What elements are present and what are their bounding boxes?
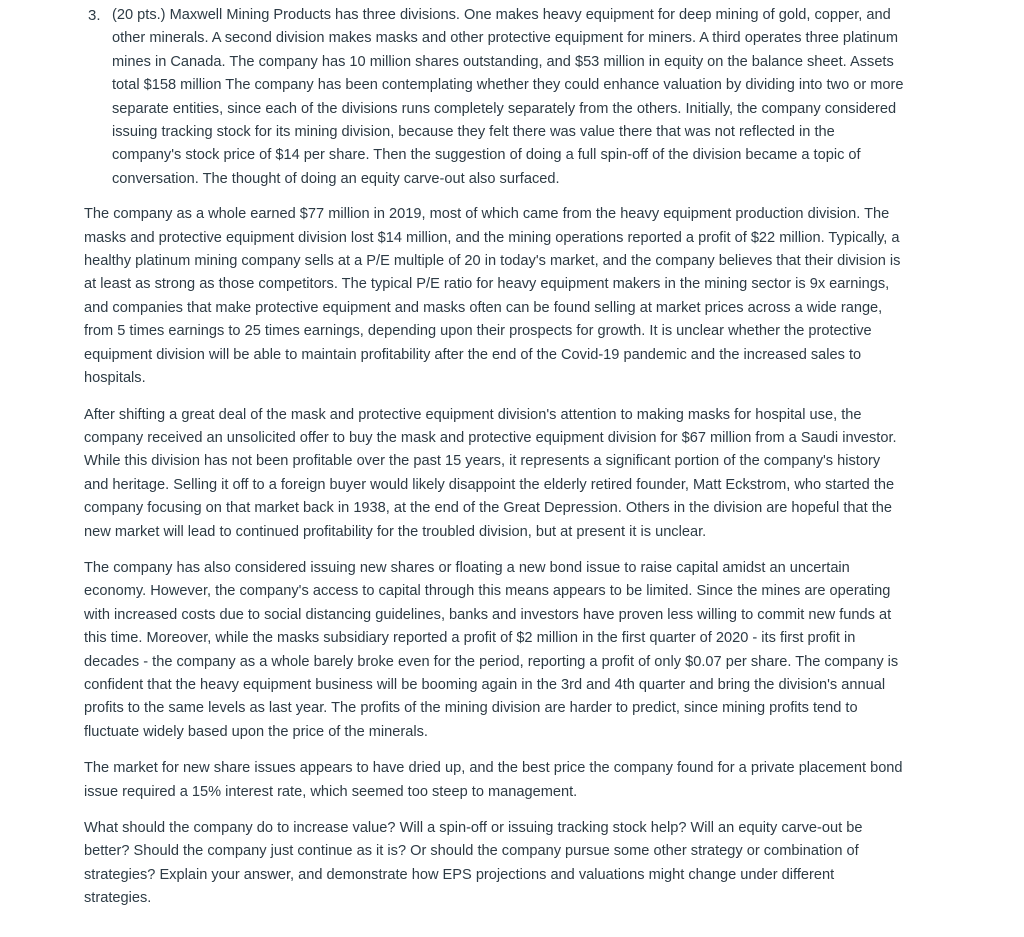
paragraph-offer: After shifting a great deal of the mask and protective equipment division's attention to making masks for hospital use, the company received an unsolicited offer to buy the mask and protective equipment division for $67 million from a Saudi investor. While this division has not been profitable over the past 15 years, it represents a significant portion of the company's history and heritage. Selling it off to a foreign buyer would likely disappoint the elderly retired founder, Matt Eckstrom, who started the company focusing on that market back in 1938, at the end of the Great Depression. Others in the division are hopeful that the new market will lead to continued profitability for the troubled division, but at present it is unclear. — [84, 406, 897, 540]
paragraph-earnings: The company as a whole earned $77 million in 2019, most of which came from the heavy equipment production division. The masks and protective equipment division lost $14 million, and the mining operations reported a profit of $22 million. Typically, a healthy platinum mining company sells at a P/E multiple of 20 in today's market, and the company believes that their division is at least as strong as those competitors. The typical P/E ratio for heavy equipment makers in the mining sector is 9x earnings, and companies that make protective equipment and masks often can be found selling at market prices across a wide range, from 5 times earnings to 25 times earnings, depending upon their prospects for growth. It is unclear whether the protective equipment division will be able to maintain profitability after the end of the Covid-19 pandemic and the increased sales to hospitals. — [84, 206, 901, 387]
paragraph-market: The market for new share issues appears to have dried up, and the best price the company found for a private placement bond issue required a 15% interest rate, which seemed too steep to management. — [84, 760, 903, 800]
paragraph-capital: The company has also considered issuing new shares or floating a new bond issue to raise capital amidst an uncertain economy. However, the company's access to capital through this means appears to be limited. Since the mines are operating with increased costs due to social distancing guidelines, banks and investors have proven less willing to commit new funds at this time. Moreover, while the masks subsidiary reported a profit of $2 million in the first quarter of 2020 - its first profit in decades - the company as a whole barely broke even for the period, reporting a profit of only $0.07 per share. The company is confident that the heavy equipment business will be booming again in the 3rd and 4th quarter and bring the division's annual profits to the same levels as last year. The profits of the mining division are harder to predict, since mining profits tend to fluctuate widely based upon the price of the minerals. — [84, 559, 899, 740]
question-text: (20 pts.) Maxwell Mining Products has three divisions. One makes heavy equipment for deep mining of gold, copper, and other minerals. A second division makes masks and other protective equipment for miners. A third operates three platinum mines in Canada. The company has 10 million shares outstanding, and $53 million in equity on the balance sheet. Assets total $158 million The company has been contemplating whether they could enhance valuation by dividing into two or more separate entities, since each of the divisions runs completely separately from the others. Initially, the company considered issuing tracking stock for its mining division, because they felt there was value there that was not reflected in the company's stock price of $14 per share. Then the suggestion of doing a full spin-off of the division became a topic of conversation. The thought of doing an equity carve-out also surfaced. — [112, 7, 904, 187]
paragraph-questions: What should the company do to increase value? Will a spin-off or issuing tracking stock help? Will an equity carve-out be better? Should the company just continue as it is? Or should the company pursue some other strategy or combination of strategies? Explain your answer, and demonstrate how EPS projections and valuations might change under different strategies. — [84, 820, 863, 907]
question-item — [84, 4, 904, 191]
document-page — [84, 0, 904, 911]
question-number: 3. — [88, 7, 101, 24]
